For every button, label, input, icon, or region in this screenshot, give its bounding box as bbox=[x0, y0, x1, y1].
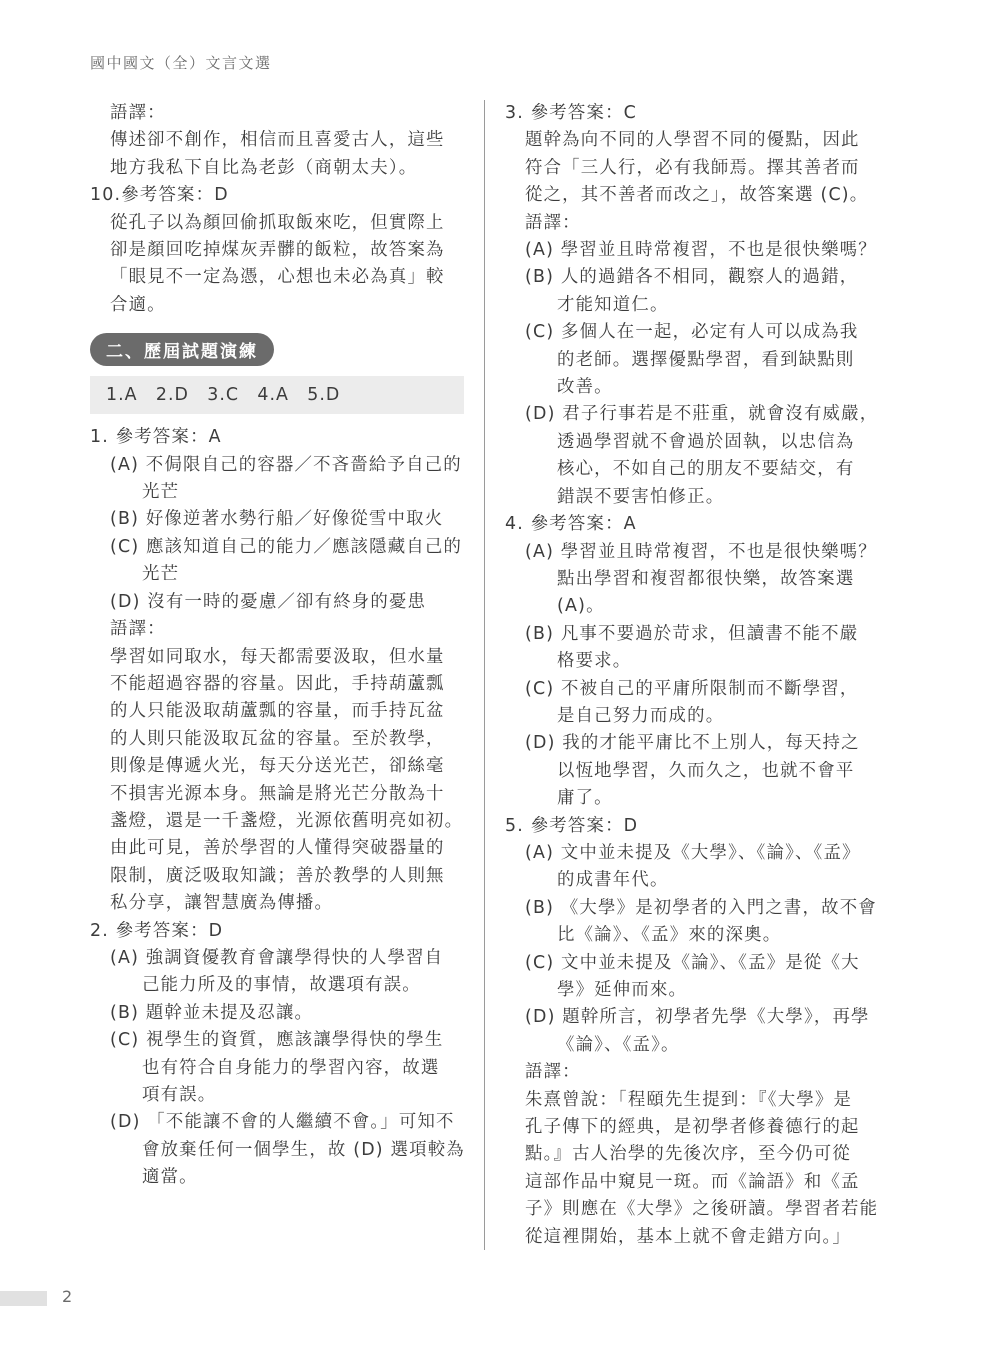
option-line: (D) 題幹所言，初學者先學《大學》，再學 bbox=[525, 1007, 870, 1028]
option-continuation: 己能力所及的事情，故選項有誤。 bbox=[142, 975, 421, 996]
left-column bbox=[90, 100, 464, 1192]
text-line: 朱熹曾說：「程頤先生提到：『《大學》是 bbox=[525, 1089, 853, 1110]
option-line: (B) 凡事不要過於苛求，但讀書不能不嚴 bbox=[525, 623, 859, 644]
option-line: (D) 沒有一時的憂慮／卻有終身的憂患 bbox=[110, 591, 427, 612]
text-line: 符合「三人行，必有我師焉。擇其善者而 bbox=[525, 157, 860, 178]
option-continuation: 的老師。選擇優點學習，看到缺點則 bbox=[557, 349, 855, 370]
text-line: 從這裡開始，基本上就不會走錯方向。」 bbox=[525, 1226, 851, 1247]
option-line: (A) 強調資優教育會讓學得快的人學習自 bbox=[110, 947, 444, 968]
option-continuation: 點出學習和複習都很快樂，故答案選 bbox=[557, 568, 855, 589]
text-line: 學習如同取水，每天都需要汲取，但水量 bbox=[110, 646, 445, 667]
question-heading: 4. 參考答案：A bbox=[505, 514, 637, 535]
option-line: (C) 不被自己的平庸所限制而不斷學習， bbox=[525, 678, 859, 699]
option-continuation: 才能知道仁。 bbox=[557, 294, 669, 315]
text-line: 傳述卻不創作，相信而且喜愛古人，這些 bbox=[110, 130, 445, 151]
text-line: 不損害光源本身。無論是將光芒分散為十 bbox=[110, 783, 445, 804]
text-line: 題幹為向不同的人學習不同的優點，因此 bbox=[525, 130, 860, 151]
option-continuation: 的成書年代。 bbox=[557, 870, 669, 891]
text-line: 私分享，讓智慧廣為傳播。 bbox=[110, 893, 334, 914]
right-column bbox=[505, 100, 881, 1251]
column-divider bbox=[484, 100, 485, 1250]
option-continuation: 光芒 bbox=[142, 564, 180, 585]
option-continuation: 透過學習就不會過於固執，以忠信為 bbox=[557, 431, 855, 452]
option-continuation: 庸了。 bbox=[557, 788, 613, 809]
option-line: (B) 好像逆著水勢行船／好像從雪中取火 bbox=[110, 509, 444, 530]
option-line: (A) 學習並且時常複習，不也是很快樂嗎？ bbox=[525, 240, 877, 261]
option-continuation: 項有誤。 bbox=[142, 1085, 217, 1105]
text-line: 地方我私下自比為老彭（商朝太夫）。 bbox=[110, 157, 418, 178]
option-line: (D) 我的才能平庸比不上別人，每天持之 bbox=[525, 733, 860, 754]
running-header: 國中國文（全）文言文選 bbox=[90, 54, 272, 72]
page-number: 2 bbox=[62, 1287, 73, 1306]
option-continuation: 格要求。 bbox=[557, 651, 632, 672]
option-continuation: 是自己努力而成的。 bbox=[557, 705, 725, 726]
question-heading: 1. 參考答案：A bbox=[90, 427, 222, 448]
section-title: 二、歷屆試題演練 bbox=[90, 333, 274, 366]
option-continuation: 學》延伸而來。 bbox=[557, 980, 688, 1000]
text-line: 子》則應在《大學》之後研讀。學習者若能 bbox=[525, 1199, 879, 1220]
text-line: 限制，廣泛吸取知識；善於教學的人則無 bbox=[110, 865, 445, 886]
option-line: (A) 不侷限自己的容器／不吝嗇給予自己的 bbox=[110, 454, 462, 475]
option-line: (B) 人的過錯各不相同，觀察人的過錯， bbox=[525, 267, 859, 288]
option-line: (C) 文中並未提及《論》、《孟》是從《大 bbox=[525, 952, 860, 973]
text-line: 孔子傳下的經典，是初學者修養德行的起 bbox=[525, 1117, 860, 1138]
text-line: 則像是傳遞火光，每天分送光芒，卻絲毫 bbox=[110, 756, 445, 777]
option-continuation: 光芒 bbox=[142, 482, 180, 503]
option-line: (A) 文中並未提及《大學》、《論》、《孟》 bbox=[525, 842, 861, 863]
text-line: 從孔子以為顏回偷抓取飯來吃，但實際上 bbox=[110, 212, 445, 233]
question-heading: 3. 參考答案：C bbox=[505, 103, 638, 123]
text-line: 「眼見不一定為憑，心想也未必為真」較 bbox=[110, 267, 445, 288]
option-continuation: 《論》、《孟》。 bbox=[557, 1034, 680, 1055]
text-line: 由此可見，善於學習的人懂得突破器量的 bbox=[110, 838, 445, 859]
option-line: (A) 學習並且時常複習，不也是很快樂嗎？ bbox=[525, 541, 877, 562]
text-line: 的人則只能汲取瓦盆的容量。至於教學， bbox=[110, 728, 445, 749]
text-line: 的人只能汲取葫蘆瓢的容量，而手持瓦盆 bbox=[110, 701, 445, 722]
question-heading: 10.參考答案：D bbox=[90, 185, 229, 206]
option-continuation: 以恆地學習，久而久之，也就不會平 bbox=[557, 760, 855, 781]
option-continuation: 也有符合自身能力的學習內容，故選 bbox=[142, 1057, 440, 1078]
translation-label: 語譯： bbox=[110, 619, 166, 640]
translation-label: 語譯： bbox=[525, 1062, 581, 1083]
footer-bar bbox=[0, 1291, 47, 1306]
option-line: (D) 君子行事若是不莊重，就會沒有威嚴， bbox=[525, 404, 879, 425]
text-line: 卻是顏回吃掉煤灰弄髒的飯粒，故答案為 bbox=[110, 240, 445, 261]
option-line: (B) 《大學》是初學者的入門之書，故不會 bbox=[525, 897, 877, 918]
translation-label: 語譯： bbox=[525, 212, 581, 233]
option-line: (D) 「不能讓不會的人繼續不會。」可知不 bbox=[110, 1112, 455, 1133]
answer-key-bar: 1.A 2.D 3.C 4.A 5.D bbox=[90, 376, 464, 414]
option-line: (C) 多個人在一起，必定有人可以成為我 bbox=[525, 322, 859, 343]
option-continuation: 改善。 bbox=[557, 377, 613, 398]
option-continuation: 比《論》、《孟》來的深奧。 bbox=[557, 925, 782, 946]
option-line: (C) 應該知道自己的能力／應該隱藏自己的 bbox=[110, 536, 463, 557]
text-line: 從之，其不善者而改之」，故答案選 (C)。 bbox=[525, 185, 869, 206]
text-line: 點。』古人治學的先後次序，至今仍可從 bbox=[525, 1144, 851, 1165]
option-continuation: (A)。 bbox=[557, 596, 605, 617]
option-continuation: 錯誤不要害怕修正。 bbox=[557, 486, 725, 507]
option-continuation: 會放棄任何一個學生，故 (D) 選項較為 bbox=[142, 1139, 465, 1160]
option-line: (B) 題幹並未提及忍讓。 bbox=[110, 1002, 314, 1023]
question-heading: 5. 參考答案：D bbox=[505, 815, 639, 836]
text-line: 合適。 bbox=[110, 294, 166, 315]
option-line: (C) 視學生的資質，應該讓學得快的學生 bbox=[110, 1030, 444, 1051]
option-continuation: 適當。 bbox=[142, 1167, 198, 1188]
option-continuation: 核心，不如自己的朋友不要結交，有 bbox=[557, 459, 855, 480]
text-line: 不能超過容器的容量。因此，手持葫蘆瓢 bbox=[110, 673, 445, 694]
text-line: 盞燈，還是一千盞燈，光源依舊明亮如初。 bbox=[110, 810, 464, 831]
question-heading: 2. 參考答案：D bbox=[90, 920, 224, 941]
text-line: 語譯： bbox=[110, 103, 166, 123]
text-line: 這部作品中窺見一斑。而《論語》和《孟 bbox=[525, 1171, 860, 1192]
